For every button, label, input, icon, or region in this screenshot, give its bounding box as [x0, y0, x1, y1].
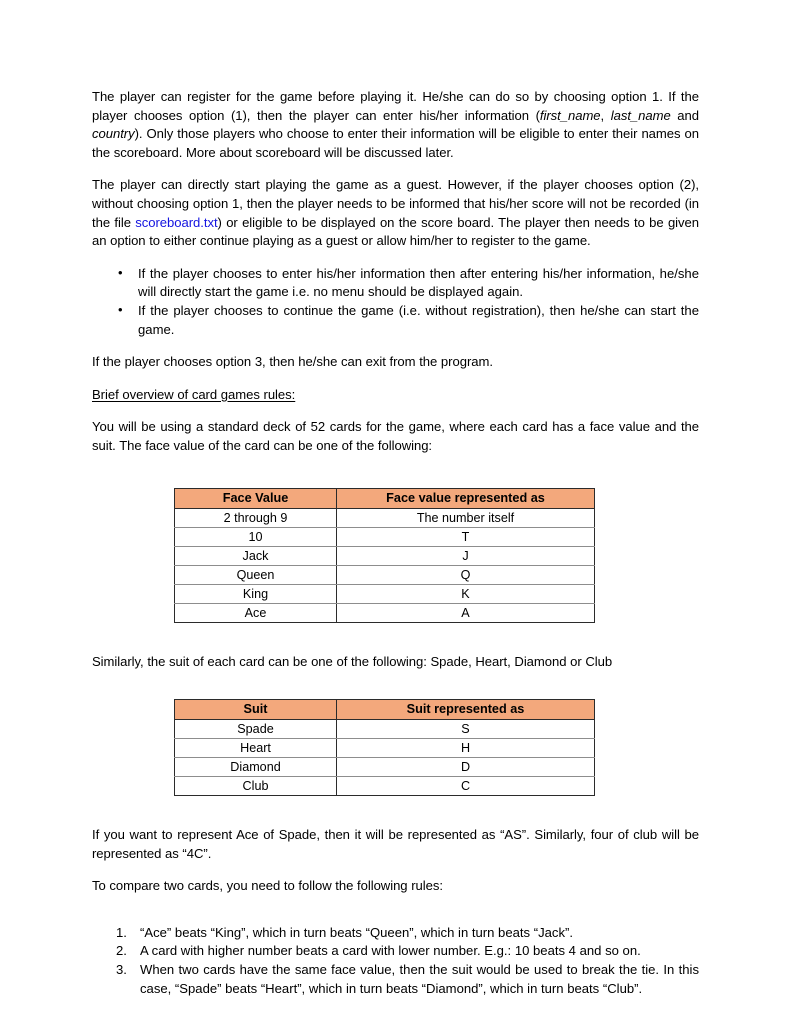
column-header-suit: Suit [175, 700, 337, 720]
table-row [175, 546, 595, 565]
table-row [175, 739, 595, 758]
column-header-face-value-representation: Face value represented as [337, 488, 595, 508]
cell-face-value-representation: Q [337, 565, 595, 584]
cell-face-value-representation: K [337, 584, 595, 603]
scoreboard-file-link[interactable]: scoreboard.txt [135, 214, 218, 230]
paragraph-guest-play-text-b: ) or eligible to be displayed on the score board. The player then needs to be given an option to either continue playing as a guest or allow him/her to register to the game. [92, 214, 699, 249]
table-row [175, 508, 595, 527]
paragraph-guest-play [92, 176, 699, 250]
list-item: When two cards have the same face value, then the suit would be used to break the tie. In this case, “Spade” beats “Heart”, which in turn beats “Diamond”, which in turn beats “Club”. [140, 962, 699, 996]
spacer-after-face-value-table [92, 623, 699, 653]
cell-face-value: 10 [175, 527, 337, 546]
cell-face-value: Ace [175, 603, 337, 622]
cell-face-value-representation: J [337, 546, 595, 565]
table-row [175, 527, 595, 546]
table-header-row [175, 488, 595, 508]
table-row [175, 777, 595, 796]
cell-suit-representation: C [337, 777, 595, 796]
list-item: • If the player chooses to continue the game (i.e. without registration), then he/she can start the game. [92, 302, 699, 339]
cell-face-value: 2 through 9 [175, 508, 337, 527]
face-value-table [174, 488, 595, 623]
cell-face-value-representation: The number itself [337, 508, 595, 527]
spacer-before-face-value-table [92, 470, 699, 488]
table-row [175, 758, 595, 777]
table-row [175, 584, 595, 603]
table-row [175, 720, 595, 739]
suit-table [174, 699, 595, 796]
cell-face-value-representation: T [337, 527, 595, 546]
suit-table-wrapper [174, 699, 699, 796]
document-body [92, 88, 699, 998]
comparison-rules-list [92, 924, 699, 998]
table-row [175, 565, 595, 584]
heading-brief-overview [92, 386, 699, 405]
face-value-table-wrapper [174, 488, 699, 623]
spacer-before-rules [92, 910, 699, 924]
cell-face-value: Queen [175, 565, 337, 584]
paragraph-compare-intro: To compare two cards, you need to follow the following rules: [92, 878, 443, 894]
heading-brief-overview-text: Brief overview of card games rules: [92, 386, 296, 402]
paragraph-registration-text-b: ). Only those players who choose to enter their information will be eligible to enter their names on the scoreboard. More about scoreboard will be discussed later. [92, 126, 699, 160]
table-row [175, 603, 595, 622]
cell-suit-representation: D [337, 758, 595, 777]
spacer-after-suit-table [92, 796, 699, 826]
table-header-row [175, 700, 595, 720]
field-first-name: first_name [539, 107, 601, 123]
list-item: • If the player chooses to enter his/her information then after entering his/her information, he/she will directly start the game i.e. no menu should be displayed again. [92, 265, 699, 302]
paragraph-card-notation: If you want to represent Ace of Spade, then it will be represented as “AS”. Similarly, four of club will be represented as “4C”. [92, 827, 699, 861]
cell-face-value: Jack [175, 546, 337, 565]
registration-options-list [92, 265, 699, 339]
paragraph-registration [92, 88, 699, 162]
field-country: country [92, 126, 135, 142]
list-item: “Ace” beats “King”, which in turn beats “Queen”, which in turn beats “Jack”. [140, 924, 574, 940]
spacer-before-suit-table [92, 685, 699, 699]
cell-face-value: King [175, 584, 337, 603]
paragraph-suit-description: Similarly, the suit of each card can be one of the following: Spade, Heart, Diamond or Club [92, 653, 613, 669]
column-header-face-value: Face Value [175, 488, 337, 508]
column-header-suit-representation: Suit represented as [337, 700, 595, 720]
field-last-name: last_name [610, 107, 671, 123]
paragraph-registration-sep-1: , [600, 107, 611, 123]
paragraph-exit-option: If the player chooses option 3, then he/she can exit from the program. [92, 354, 493, 370]
cell-suit: Heart [175, 739, 337, 758]
paragraph-guest-play-text-a: The player can directly start playing the game as a guest. However, if the player chooses option (2), without choosing option 1, then the player needs to be informed that his/her score will not be recorded (in the file [92, 177, 699, 230]
cell-suit-representation: H [337, 739, 595, 758]
cell-suit: Club [175, 777, 337, 796]
list-item: A card with higher number beats a card with lower number. E.g.: 10 beats 4 and so on. [140, 943, 641, 959]
paragraph-deck-description: You will be using a standard deck of 52 cards for the game, where each card has a face value and the suit. The face value of the card can be one of the following: [92, 419, 699, 453]
cell-suit: Diamond [175, 758, 337, 777]
paragraph-registration-text-a: The player can register for the game before playing it. He/she can do so by choosing option 1. If the player chooses option (1), then the player can enter his/her information ( [92, 89, 699, 123]
cell-suit: Spade [175, 720, 337, 739]
cell-suit-representation: S [337, 720, 595, 739]
cell-face-value-representation: A [337, 603, 595, 622]
paragraph-registration-sep-2: and [670, 107, 699, 123]
